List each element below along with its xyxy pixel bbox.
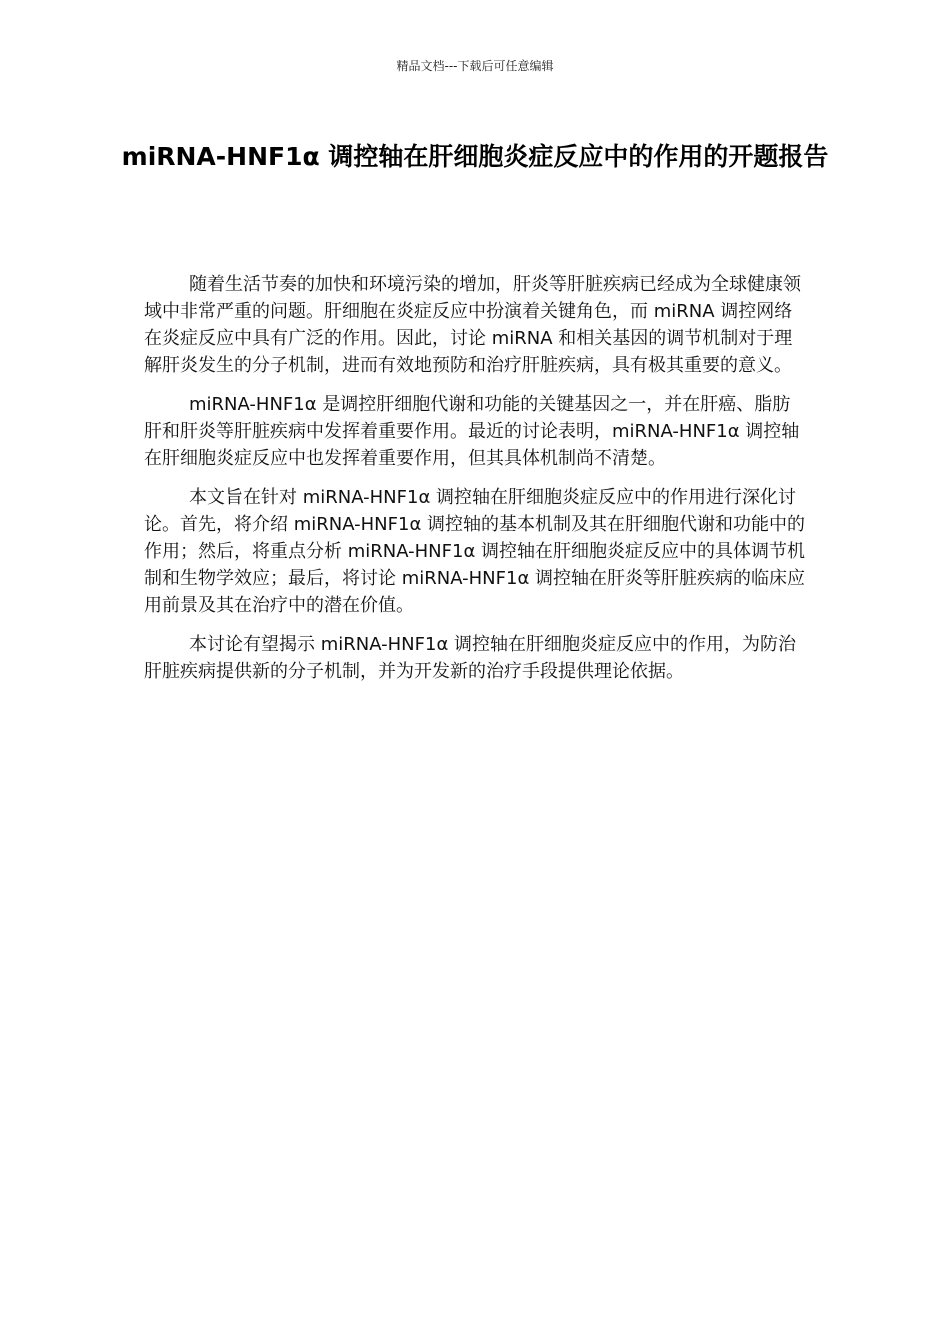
paragraph-2: miRNA-HNF1α 是调控肝细胞代谢和功能的关键基因之一，并在肝癌、脂肪肝和肝炎等肝脏疾病中发挥着重要作用。最近的讨论表明，miRNA-HNF1α 调控轴在肝细胞炎症反应中也发挥着重要作用，但其具体机制尚不清楚。 — [144, 394, 800, 469]
paragraph-1: 随着生活节奏的加快和环境污染的增加，肝炎等肝脏疾病已经成为全球健康领域中非常严重的问题。肝细胞在炎症反应中扮演着关键角色，而 miRNA 调控网络在炎症反应中具有广泛的作用。因此，讨论 miRNA 和相关基因的调节机制对于理解肝炎发生的分子机制，进而有效地预防和治疗肝脏疾病，具有极其重要的意义。 — [144, 274, 801, 376]
paragraph-4: 本讨论有望揭示 miRNA-HNF1α 调控轴在肝细胞炎症反应中的作用，为防治肝脏疾病提供新的分子机制，并为开发新的治疗手段提供理论依据。 — [144, 634, 797, 682]
paragraph-3: 本文旨在针对 miRNA-HNF1α 调控轴在肝细胞炎症反应中的作用进行深化讨论。首先，将介绍 miRNA-HNF1α 调控轴的基本机制及其在肝细胞代谢和功能中的作用；然后，将重点分析 miRNA-HNF1α 调控轴在肝细胞炎症反应中的具体调节机制和生物学效应；最后，将讨论 miRNA-HNF1α 调控轴在肝炎等肝脏疾病的临床应用前景及其在治疗中的潜在价值。 — [144, 487, 806, 616]
document-body — [144, 271, 808, 697]
document-title: miRNA-HNF1α 调控轴在肝细胞炎症反应中的作用的开题报告 — [121, 142, 829, 171]
header-note: 精品文档---下载后可任意编辑 — [396, 59, 554, 73]
